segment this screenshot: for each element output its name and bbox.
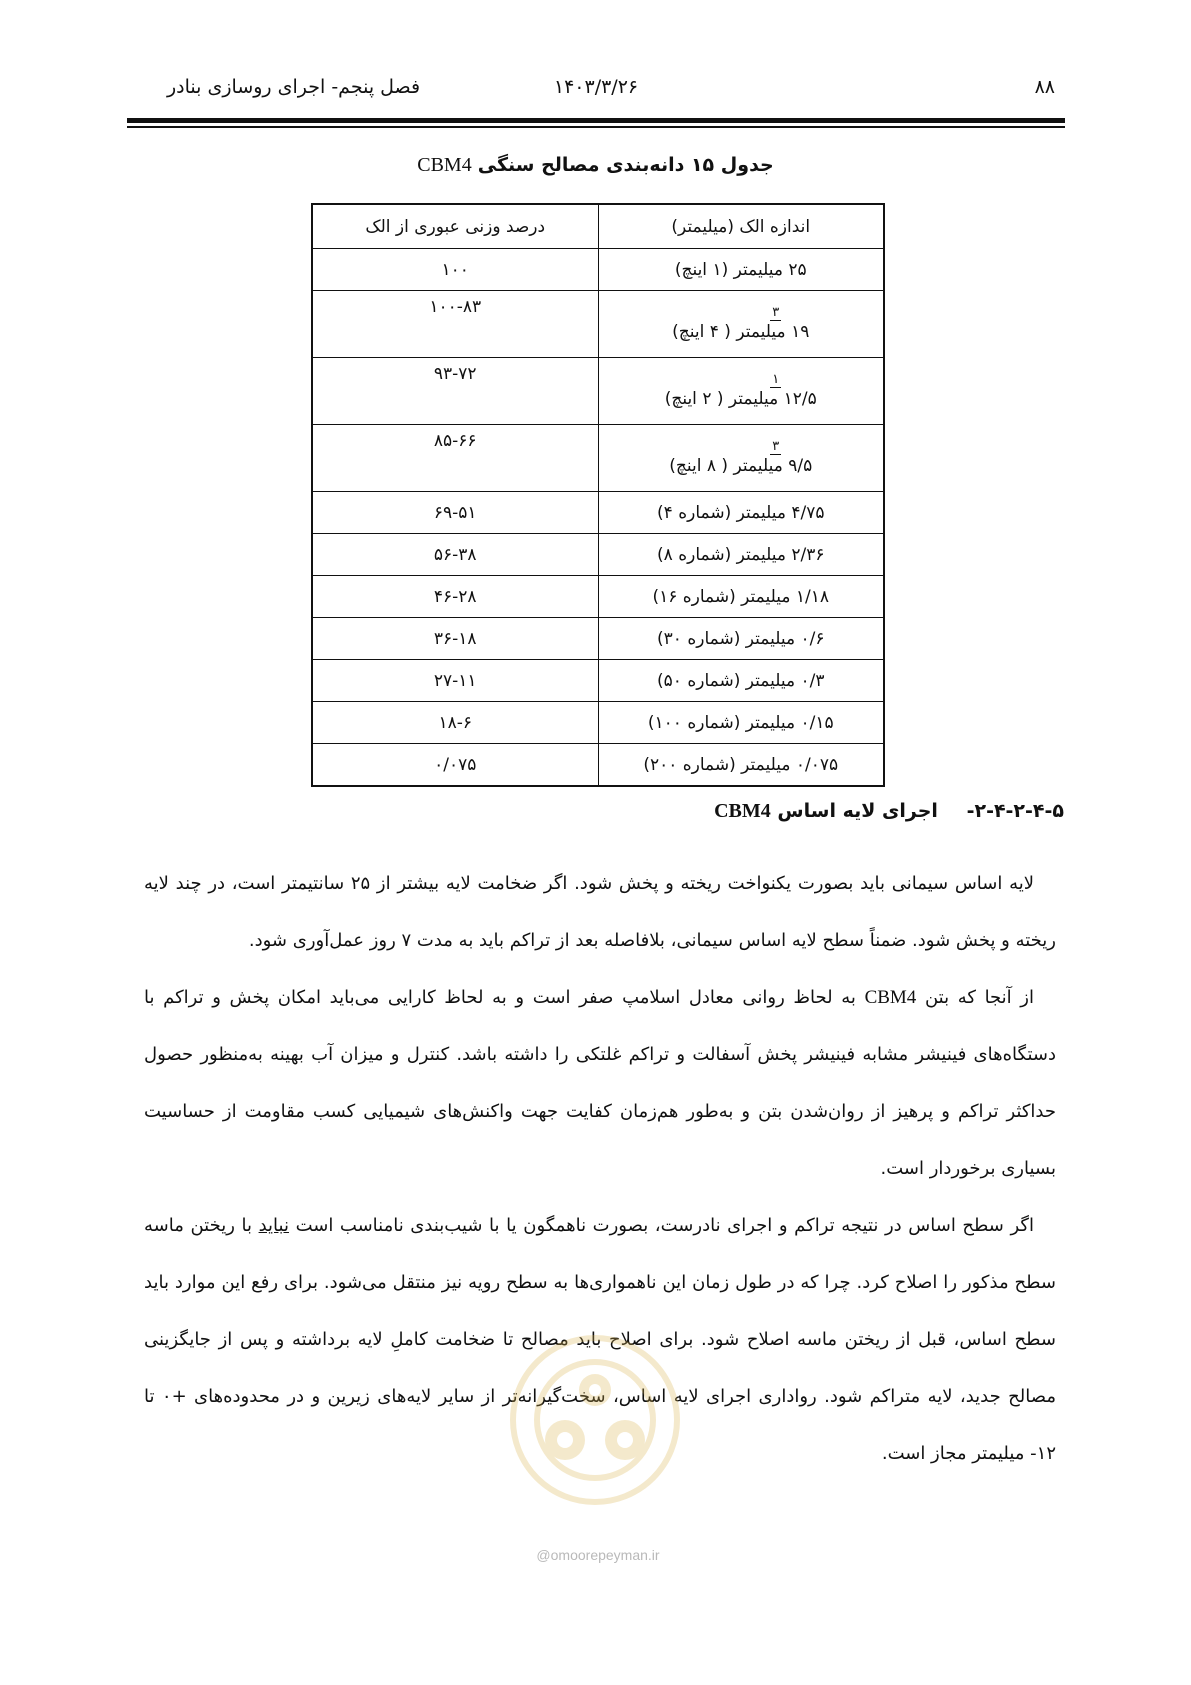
inch-fraction [599,373,884,388]
watermark-text: @omoorepeyman.ir [536,1547,660,1563]
percent-passing-cell: ۴۶-۲۸ [312,576,598,618]
table-row [312,660,884,702]
table-caption [0,154,1191,177]
inch-fraction [599,440,884,455]
grading-table [311,203,885,787]
paragraph-text: از آنجا که بتن [924,987,1035,1008]
percent-passing-cell: ۹۳-۷۲ [312,358,598,425]
sieve-size-cell [598,291,884,358]
table-row [312,702,884,744]
sieve-size-cell [598,425,884,492]
watermark-seal-icon [490,1320,700,1520]
sieve-size-cell: ۰/۰۷۵ میلیمتر (شماره ۲۰۰) [598,744,884,787]
table-caption-code: CBM4 [417,154,472,176]
page-header [127,76,1065,106]
chapter-title: فصل پنجم- اجرای روسازی بنادر [167,76,421,98]
table-header-row [312,204,884,249]
header-rule-thick [127,118,1065,123]
paragraph-curing: لایه اساس سیمانی باید بصورت یکنواخت ریخته و پخش شود. اگر ضخامت لایه بیشتر از ۲۵ سانتیمتر است، در چند لایه ریخته و پخش شود. ضمناً سطح لایه اساس سیمانی، بلافاصله بعد از تراکم باید به مدت ۷ روز عمل‌آوری شود. [144,873,1056,951]
section-code: CBM4 [714,800,771,822]
inch-fraction [599,306,884,321]
table-row [312,358,884,425]
percent-passing-cell: ۰/۰۷۵ [312,744,598,787]
header-date: ۱۴۰۳/۳/۲۶ [553,76,639,98]
sieve-size-cell [598,358,884,425]
percent-passing-cell: ۱۰۰-۸۳ [312,291,598,358]
table-row [312,534,884,576]
inch-fraction-numerator: ۱ [772,372,780,387]
inch-fraction-numerator: ۳ [772,305,780,320]
table-row [312,291,884,358]
sieve-size-cell: ۱/۱۸ میلیمتر (شماره ۱۶) [598,576,884,618]
header-rule-thin [127,126,1065,128]
table-row [312,249,884,291]
paragraph-text: به لحاظ روانی معادل اسلامپ صفر است و به لحاظ کارایی می‌باید امکان پخش و تراکم با دستگاه‌های فینیشر مشابه فینیشر پخش آسفالت و تراکم غلتکی را داشته باشد. کنترل و میزان آب بهینه به‌منظور حصول حداکثر تراکم و پرهیز از روان‌شدن بتن و به‌طور هم‌زمان کفایت جهت واکنش‌های شیمیایی کسب مقاومت از حساسیت بسیاری برخوردار است. [144,987,1056,1179]
section-number: ۲-۴-۲-۴-۵- [966,800,1064,822]
percent-passing-cell: ۶۹-۵۱ [312,492,598,534]
concrete-code: CBM4 [864,987,917,1008]
sieve-size-cell: ۴/۷۵ میلیمتر (شماره ۴) [598,492,884,534]
section-title: اجرای لایه اساس [777,800,938,822]
sieve-size-cell: ۰/۶ میلیمتر (شماره ۳۰) [598,618,884,660]
sieve-size-text: ۹/۵ میلیمتر ( ۸ اینچ) [669,456,813,476]
table-caption-text: جدول ۱۵ دانه‌بندی مصالح سنگی [477,154,774,176]
table-row [312,576,884,618]
sieve-size-text: ۱۹ میلیمتر ( ۴ اینچ) [672,322,810,342]
paragraph-text: با ریختن ماسه سطح مذکور را اصلاح کرد. چرا که در طول زمان این ناهمواری‌ها به سطح رویه نیز منتقل می‌شود. برای رفع این موارد باید سطح اساس، قبل از ریختن ماسه اصلاح شود. برای اصلاح باید مصالح تا ضخامت کاملِ لایه برداشته و پس از جایگزینی مصالح جدید، لایه متراکم شود. رواداری اجرای لایه اساس، سخت‌گیرانه‌تر از سایر لایه‌های زیرین و در محدوده‌های +۰ تا ۱۲- میلیمتر مجاز است. [144,1215,1056,1464]
section-heading [714,800,1064,823]
percent-passing-cell: ۲۷-۱۱ [312,660,598,702]
percent-passing-cell: ۵۶-۳۸ [312,534,598,576]
percent-passing-cell: ۱۰۰ [312,249,598,291]
sieve-size-cell: ۰/۱۵ میلیمتر (شماره ۱۰۰) [598,702,884,744]
page-number: ۸۸ [1034,76,1055,98]
sieve-size-cell: ۲/۳۶ میلیمتر (شماره ۸) [598,534,884,576]
table-row [312,425,884,492]
paragraph-text: اگر سطح اساس در نتیجه تراکم و اجرای نادرست، بصورت ناهمگون یا با شیب‌بندی نامناسب است [295,1215,1034,1236]
percent-passing-cell: ۱۸-۶ [312,702,598,744]
header-sieve-size: اندازه الک (میلیمتر) [598,204,884,249]
emphasized-word: نباید [258,1215,289,1236]
sieve-size-cell: ۲۵ میلیمتر (۱ اینچ) [598,249,884,291]
header-percent-passing: درصد وزنی عبوری از الک [312,204,598,249]
sieve-size-cell: ۰/۳ میلیمتر (شماره ۵۰) [598,660,884,702]
table-row [312,618,884,660]
sieve-size-text: ۱۲/۵ میلیمتر ( ۲ اینچ) [664,389,817,409]
percent-passing-cell: ۳۶-۱۸ [312,618,598,660]
inch-fraction-numerator: ۳ [772,439,780,454]
percent-passing-cell: ۸۵-۶۶ [312,425,598,492]
paragraph-workability [144,969,1056,1197]
table-row [312,744,884,787]
table-row [312,492,884,534]
